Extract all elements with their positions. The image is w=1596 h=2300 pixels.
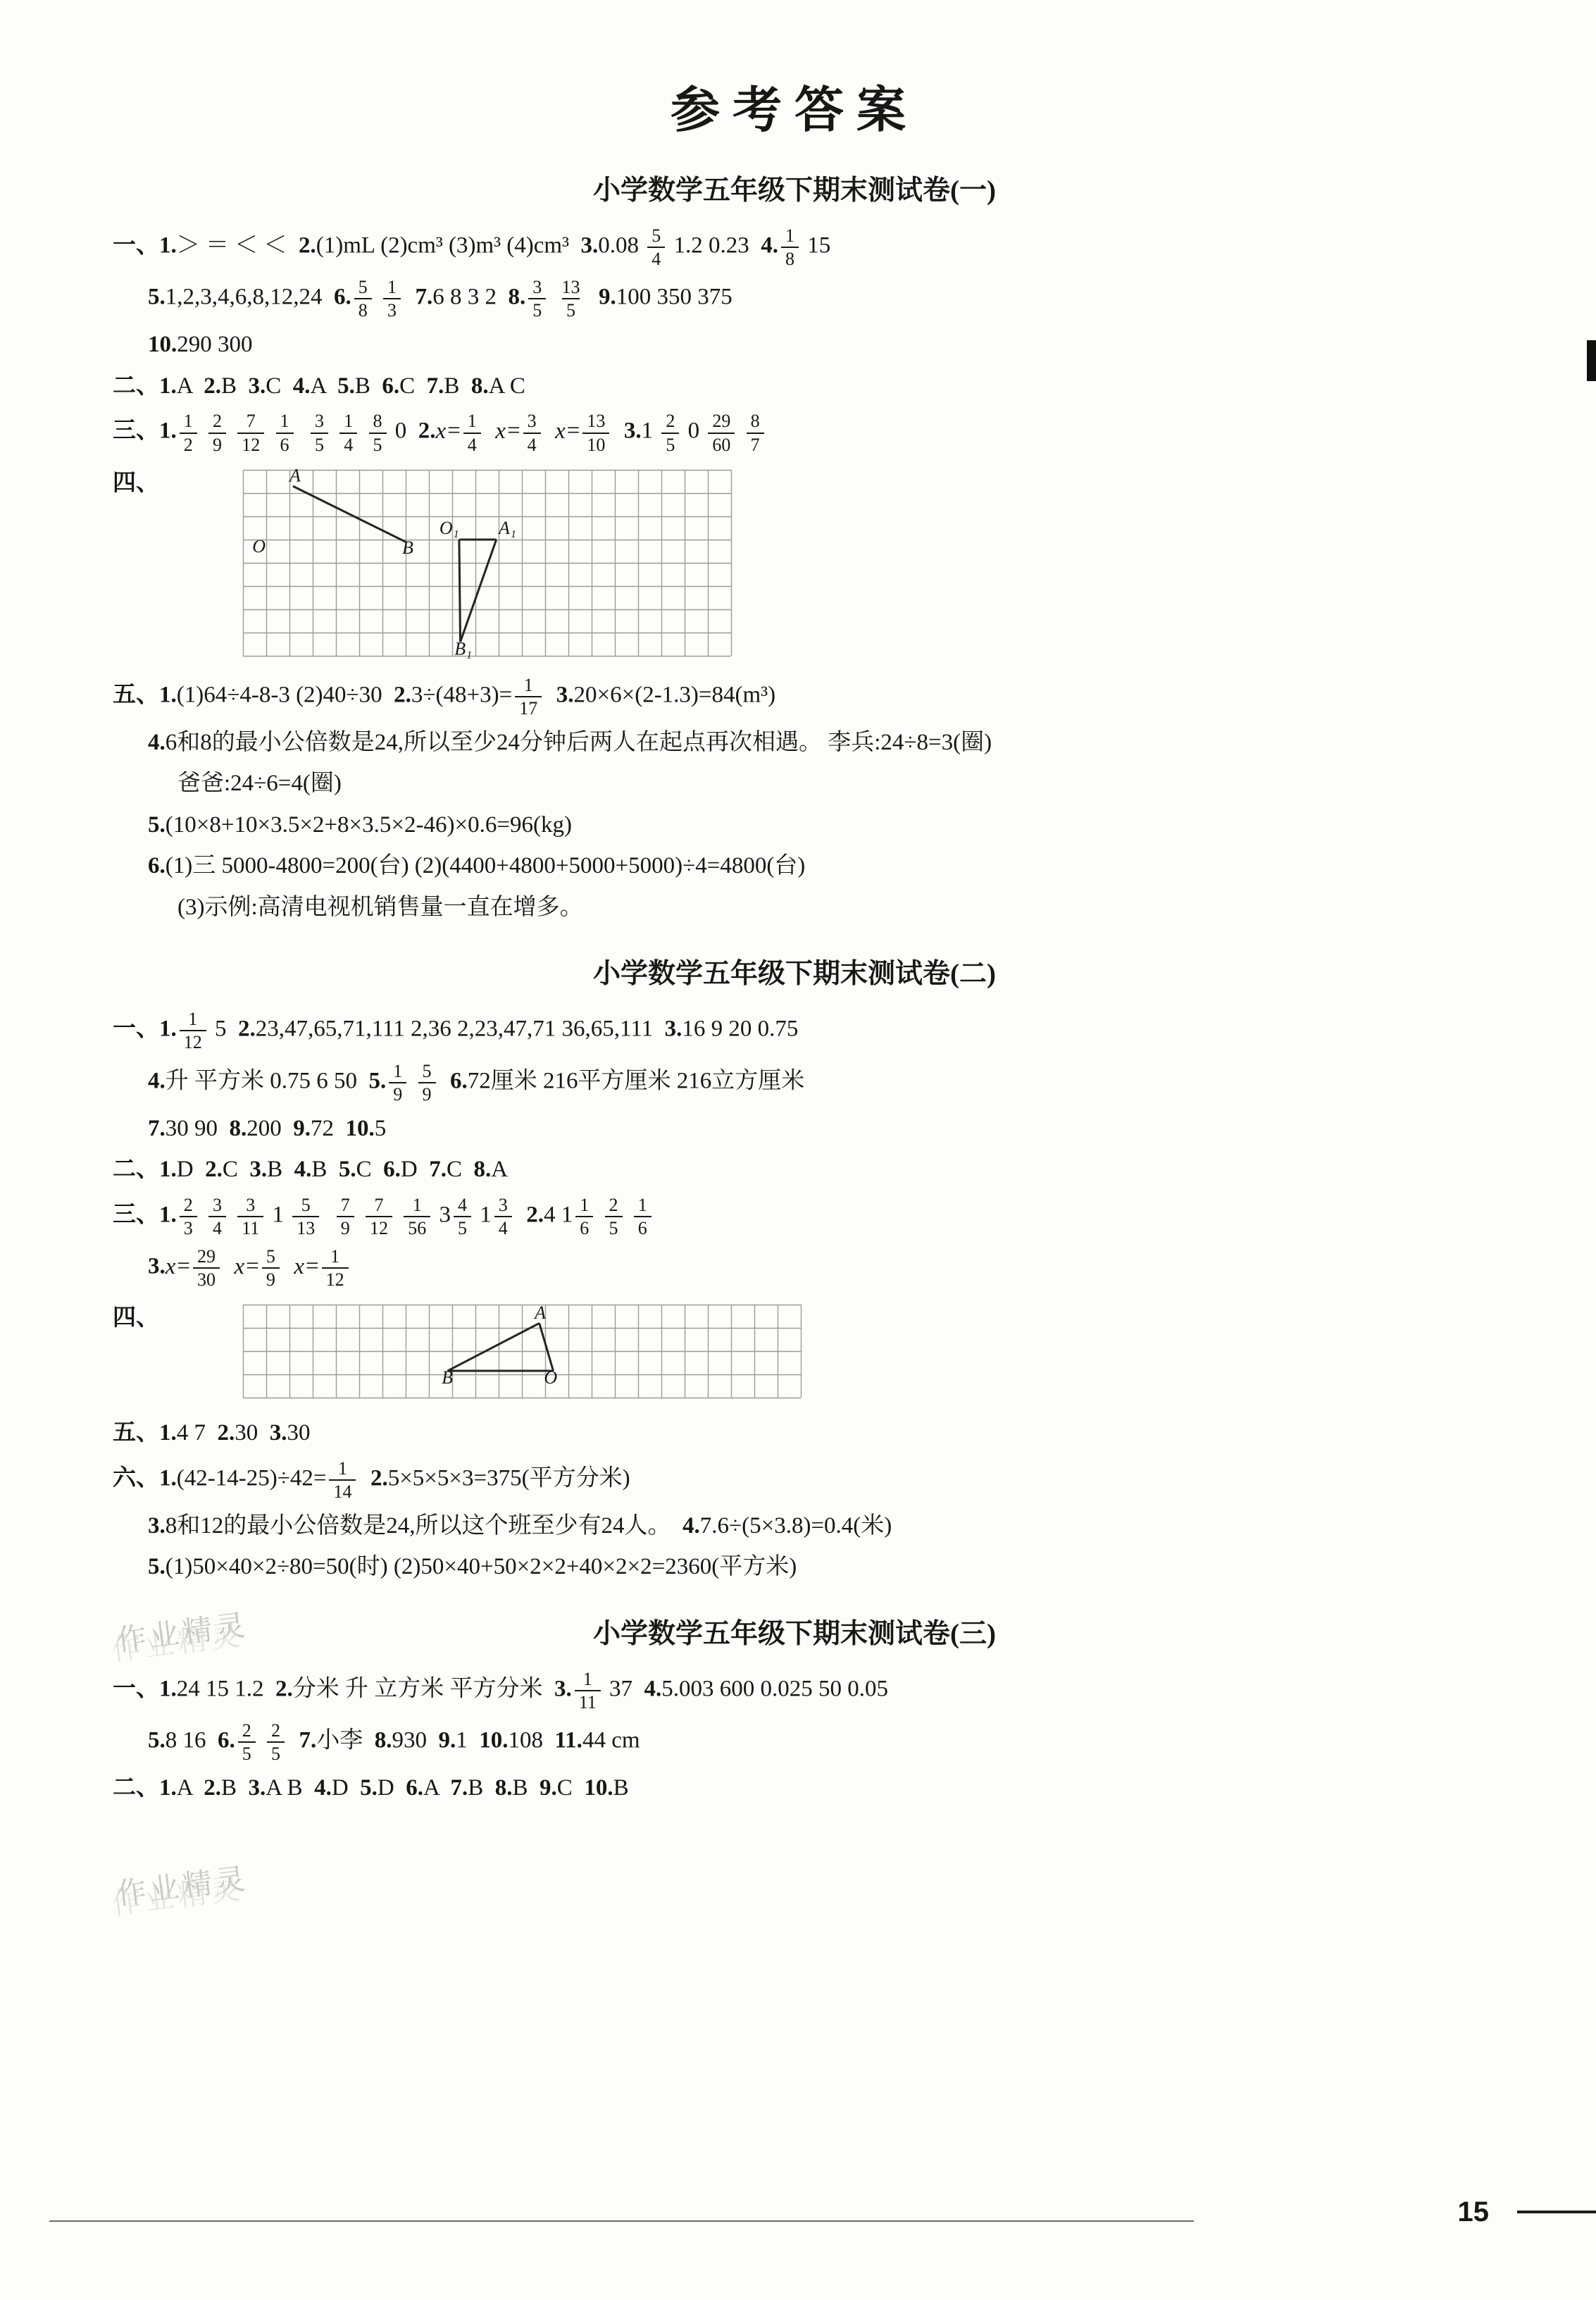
answer-text: D [331,1775,361,1801]
answer-text: 1 [456,1727,480,1753]
fraction: $\frac{1}{6}$ [634,1194,652,1239]
item-number: 2. [204,373,222,399]
grid-point-label: A [289,465,301,486]
answer-text: 8 16 [165,1727,218,1753]
answer-text: 37 [603,1676,644,1702]
item-number: 9. [540,1775,557,1801]
item-number: 3. [664,1017,682,1043]
answer-text: 3 [433,1202,451,1228]
item-number: 2. [394,682,411,708]
answer-line [113,1720,1476,1765]
answer-line [113,674,1476,719]
answer-text: 20×6×(2-1.3)=84(m³) [573,682,776,708]
item-number: 三、1. [113,1202,177,1228]
item-number: 2. [526,1202,544,1228]
fraction: $\frac{1}{12}$ [322,1245,349,1291]
fraction: $\frac{3}{5}$ [528,276,546,321]
answer-text: 6和8的最小公倍数是24,所以至少24分钟后两人在起点再次相遇。 李兵:24÷8=3(圈) [165,729,992,755]
answer-line [113,1194,1476,1239]
answer-text: (1)50×40×2÷80=50(时) (2)50×40+50×2×2+40×2×2=2360(平方米) [165,1554,797,1580]
item-number: 8. [508,284,526,310]
answer-text: 5.003 600 0.025 50 0.05 [661,1676,889,1702]
answer-text: 30 [287,1420,311,1446]
answer-text: (1)64÷4-8-3 (2)40÷30 [176,682,394,708]
answer-text: (42-14-25)÷42= [176,1465,327,1491]
item-number: 二、1. [113,373,177,399]
page-title: 参考答案 [671,84,918,138]
fraction: $\frac{4}{5}$ [454,1194,471,1239]
answer-text: A [423,1775,451,1801]
answer-line [113,369,1476,404]
fraction: $\frac{2}{5}$ [661,410,679,455]
answer-text [200,418,206,444]
answer-text: B [311,1157,339,1183]
answer-line [113,276,1476,321]
answer-line [113,1245,1476,1291]
variable: x [294,1253,304,1279]
answer-text: = [447,418,461,445]
item-number: 4. [644,1676,662,1702]
item-number: 四、 [113,1305,159,1331]
grid-figure [243,1305,801,1398]
answer-text [625,1202,631,1228]
grid-point-label: B₁ [454,638,473,659]
item-number: 7. [450,1775,468,1801]
answer-text [544,682,556,707]
grid-point-label: B [402,537,413,558]
fraction: $\frac{2}{9}$ [208,410,226,455]
test-paper-section [113,168,1476,925]
fraction: $\frac{1}{14}$ [329,1457,356,1503]
answer-text: 0 [682,418,706,445]
item-number: 6. [450,1068,468,1094]
answer-text: B [613,1775,629,1801]
grid-point-label: O [544,1367,558,1388]
item-number: 7. [148,1115,166,1141]
item-number: 6. [382,373,400,399]
fraction: $\frac{8}{7}$ [747,410,764,455]
answer-text: C [266,373,293,399]
item-number: 8. [473,1157,492,1183]
answer-text: 24 15 1.2 [176,1676,275,1702]
answer-line [113,1008,1476,1053]
variable: x [165,1253,176,1279]
fraction: $\frac{5}{4}$ [647,225,665,270]
answer-text: B [468,1775,495,1801]
item-number: 5. [148,812,166,838]
answer-line [113,890,1476,926]
grid-point-label: O [252,535,266,557]
answer-text: 1 [641,418,659,445]
fraction: $\frac{3}{4}$ [208,1194,226,1239]
grid-point-label: A [535,1303,547,1324]
fraction: $\frac{1}{6}$ [276,410,294,455]
item-number: 6. [383,1157,401,1183]
item-number: 五、1. [113,682,177,708]
variable: x [234,1253,245,1279]
answer-text [287,1728,299,1753]
variable: x [435,418,447,445]
item-number: 5. [368,1068,387,1094]
item-number: 2. [204,1775,222,1801]
fraction: $\frac{7}{12}$ [237,410,264,455]
answer-line [113,225,1476,270]
item-number: 5. [148,1727,166,1753]
item-number: 5. [337,373,355,399]
answer-text: (10×8+10×3.5×2+8×3.5×2-46)×0.6=96(kg) [165,812,572,838]
answer-text [737,418,743,444]
item-number: 10. [345,1115,375,1141]
fraction: $\frac{29}{60}$ [708,410,735,455]
answer-text: 1 [474,1202,492,1228]
item-number: 4. [761,232,778,259]
item-number: 二、1. [113,1775,177,1801]
answer-text: D [400,1157,430,1183]
answer-text [375,285,380,310]
answer-text [404,285,416,310]
answer-text: 小李 [316,1727,375,1753]
answer-text [331,418,337,444]
item-number: 二、1. [113,1157,177,1183]
item-number: 六、1. [113,1465,177,1491]
fraction: $\frac{1}{17}$ [515,674,542,719]
item-number: 3. [554,1676,572,1702]
item-number: 3. [148,1253,166,1279]
item-number: 三、1. [113,418,177,445]
item-number: 6. [334,284,351,310]
answer-text: C [222,1157,250,1183]
item-number: 3. [248,373,266,399]
answer-text: A C [488,373,525,399]
answer-text [357,1202,363,1228]
answer-text [515,1202,527,1228]
answer-text: A [176,1775,204,1801]
item-number: 7. [415,284,433,310]
fraction: $\frac{3}{4}$ [494,1194,512,1239]
answer-text [267,418,273,444]
answer-text [258,1728,264,1753]
answer-text: 4 1 [544,1202,573,1228]
answer-line [113,1668,1476,1713]
answer-text: 5 [208,1017,238,1043]
section-title: 小学数学五年级下期末测试卷(三) [593,1618,996,1649]
fraction: $\frac{5}{8}$ [354,276,372,321]
grid-figure [243,465,731,659]
item-number: 8. [229,1115,247,1141]
answer-text: C [399,373,427,399]
fraction: $\frac{7}{12}$ [366,1194,392,1239]
answer-line [113,1060,1476,1105]
section-title: 小学数学五年级下期末测试卷(一) [593,175,996,206]
answer-text [409,1068,415,1093]
item-number: 5. [148,1554,166,1580]
fraction: $\frac{2}{5}$ [267,1720,285,1765]
item-number: 五、1. [113,1420,177,1446]
section-title: 小学数学五年级下期末测试卷(二) [593,959,996,990]
answer-text: 30 [235,1420,270,1446]
answer-text: = [305,1253,319,1279]
answer-line [113,808,1476,843]
answer-text: 0 [389,418,418,445]
answer-text: 5 [374,1115,387,1141]
answer-text: 30 90 [165,1115,230,1141]
answer-text [359,1465,370,1491]
item-number: 2. [205,1157,223,1183]
grid-question-block [113,465,1476,659]
item-number: 11. [554,1727,582,1753]
item-number: 3. [248,1775,266,1801]
fraction: $\frac{3}{4}$ [523,410,541,455]
answer-line [113,1457,1476,1503]
answer-text: ＞ ＝ ＜ ＜ [176,232,299,259]
item-number: 9. [293,1115,311,1141]
answer-text: D [176,1157,206,1183]
answer-text: 108 [508,1727,555,1753]
answer-text [360,418,366,444]
answer-text: C [356,1157,384,1183]
answer-line [113,849,1476,884]
answer-text: = [506,418,520,445]
answer-text: 1.2 0.23 [668,232,761,259]
fraction: $\frac{8}{5}$ [369,410,387,455]
item-number: 6. [218,1727,235,1753]
item-number: 7. [429,1157,447,1183]
answer-text: 升 平方米 0.75 6 50 [165,1068,369,1094]
answer-text: 0.08 [598,232,645,259]
item-number: 3. [580,232,599,259]
item-number: 9. [599,284,616,310]
fraction: $\frac{5}{9}$ [262,1245,280,1291]
answer-sections [113,168,1476,1806]
item-number: 9. [438,1727,456,1753]
answer-text: = [566,418,580,445]
answer-text [200,1202,206,1228]
answer-text: 15 [802,232,831,259]
answer-text: A [310,373,338,399]
answer-text: B [267,1157,294,1183]
answer-text: 44 cm [582,1727,640,1753]
item-number: 2. [238,1017,256,1043]
answer-text: A [176,373,204,399]
answer-text [223,1254,235,1279]
item-number: 8. [470,373,489,399]
fraction: $\frac{2}{5}$ [238,1720,256,1765]
item-number: 4. [294,1157,312,1183]
answer-text: 16 9 20 0.75 [682,1017,799,1043]
item-number: 2. [299,232,316,259]
footer-rule-left [49,2220,1194,2222]
answer-line [113,1112,1476,1147]
fraction: $\frac{1}{4}$ [463,410,481,455]
answer-text: (1)mL (2)cm³ (3)m³ (4)cm³ [316,232,581,259]
answer-text [395,1202,401,1228]
answer-text [297,418,308,444]
answer-text: C [556,1775,585,1801]
fraction: $\frac{1}{12}$ [180,1008,206,1053]
answer-text: 6 8 3 2 [432,284,509,310]
grid-point-label: B [442,1367,454,1388]
answer-text: 1,2,3,4,6,8,12,24 [165,284,334,310]
answer-text: 5×5×5×3=375(平方分米) [387,1465,630,1491]
item-number: 2. [217,1420,235,1446]
fraction: $\frac{29}{30}$ [193,1245,220,1291]
item-number: 5. [148,284,166,310]
item-number: 4. [682,1512,700,1538]
answer-text: 1 [266,1202,290,1228]
item-number: 8. [374,1727,392,1753]
footer-rule-right [1517,2211,1596,2213]
answer-text: B [354,373,382,399]
answer-text [544,418,556,444]
answer-line [113,1771,1476,1806]
page-number: 15 [1457,2196,1489,2227]
answer-line [113,726,1476,761]
answer-line [113,766,1476,802]
item-number: 3. [148,1512,166,1538]
answer-text: 930 [392,1727,439,1753]
item-number: 10. [148,332,177,358]
answer-text: = [246,1253,259,1279]
answer-text [229,1202,235,1228]
answer-text [282,1254,294,1279]
item-number: 8. [494,1775,513,1801]
fraction: $\frac{3}{11}$ [237,1194,263,1239]
fraction: $\frac{1}{8}$ [781,225,799,270]
answer-line [113,1550,1476,1585]
variable: x [555,418,566,445]
item-number: 3. [249,1157,268,1183]
answer-line [113,1509,1476,1544]
answer-text: 8和12的最小公倍数是24,所以这个班至少有24人。 [165,1512,682,1538]
item-number: 2. [418,418,436,445]
item-number: 3. [269,1420,287,1446]
answer-text: C [447,1157,474,1183]
answer-text: 7.6÷(5×3.8)=0.4(米) [699,1512,892,1538]
answer-text [439,1068,451,1093]
answer-text: A B [266,1775,315,1801]
answer-text: 200 [247,1115,294,1141]
fraction: $\frac{13}{10}$ [582,410,609,455]
item-number: 一、1. [113,1017,177,1043]
answer-text: (3)示例:高清电视机销售量一直在增多。 [177,894,583,920]
fraction: $\frac{7}{9}$ [337,1194,354,1239]
answer-text: 爸爸:24÷6=4(圈) [177,771,342,797]
answer-text: B [444,373,471,399]
fraction: $\frac{1}{56}$ [404,1194,430,1239]
answer-text [596,1202,601,1228]
answer-text: D [377,1775,406,1801]
answer-text: 23,47,65,71,111 2,36 2,23,47,71 36,65,111 [255,1017,665,1043]
answer-text [322,1202,334,1228]
fraction: $\frac{1}{4}$ [339,410,357,455]
fraction: $\frac{2}{3}$ [180,1194,197,1239]
answer-text: 290 300 [177,332,253,358]
test-paper-section [113,1612,1476,1806]
fraction: $\frac{1}{2}$ [180,410,197,455]
grid-point-label: A₁ [499,517,516,538]
test-paper-section [113,952,1476,1585]
fraction: $\frac{1}{6}$ [575,1194,593,1239]
answer-text [484,418,496,444]
grid-point-label: O₁ [439,517,459,538]
fraction: $\frac{1}{11}$ [575,1668,601,1713]
answer-text: 72厘米 216平方厘米 216立方厘米 [467,1068,805,1094]
item-number: 10. [584,1775,613,1801]
fraction: $\frac{2}{5}$ [605,1194,623,1239]
page-footer [0,2196,1596,2239]
item-number: 6. [148,853,166,879]
answer-text [549,285,554,310]
answer-line [113,328,1476,363]
item-number: 3. [623,418,642,445]
answer-text: (1)三 5000-4800=200(台) (2)(4400+4800+5000+5000)÷4=4800(台) [165,853,806,879]
answer-text: B [221,1775,249,1801]
answer-text: 分米 升 立方米 平方分米 [292,1676,554,1702]
item-number: 5. [360,1775,378,1801]
answer-text: 4 7 [176,1420,218,1446]
answer-text: B [221,373,249,399]
fraction: $\frac{1}{9}$ [389,1060,406,1105]
answer-line [113,410,1476,455]
fraction: $\frac{13}{5}$ [561,277,580,321]
item-number: 2. [275,1676,293,1702]
watermark: 作业精灵 [115,1861,251,1911]
item-number: 7. [299,1727,317,1753]
variable: x [495,418,506,445]
item-number: 5. [338,1157,356,1183]
grid-question-block [113,1305,1476,1398]
answer-text [587,285,599,310]
item-number: 4. [148,1068,166,1094]
item-number: 6. [406,1775,423,1801]
fraction: $\frac{5}{9}$ [418,1060,436,1105]
item-number: 2. [370,1465,388,1491]
fraction: $\frac{3}{5}$ [311,410,328,455]
fraction: $\frac{1}{3}$ [383,276,401,321]
item-number: 4. [292,373,311,399]
answer-text: 3÷(48+3)= [411,682,513,708]
answer-text: B [512,1775,540,1801]
item-number: 一、1. [113,232,177,259]
item-number: 10. [479,1727,509,1753]
scan-edge-mark [1587,340,1596,381]
answer-text: 100 350 375 [616,284,732,310]
answer-text [229,418,235,444]
answer-line [113,1416,1476,1451]
item-number: 四、 [113,470,159,496]
answer-text: A [491,1157,509,1183]
item-number: 3. [556,682,574,708]
item-number: 7. [426,373,444,399]
item-number: 4. [314,1775,332,1801]
fraction: $\frac{5}{13}$ [292,1194,319,1239]
item-number: 一、1. [113,1676,177,1702]
answer-line [113,1152,1476,1188]
watermark: 作业精灵 [115,1608,251,1658]
answer-text: = [177,1253,191,1279]
answer-text [612,418,624,444]
item-number: 4. [148,729,166,755]
answer-text: 72 [311,1115,346,1141]
